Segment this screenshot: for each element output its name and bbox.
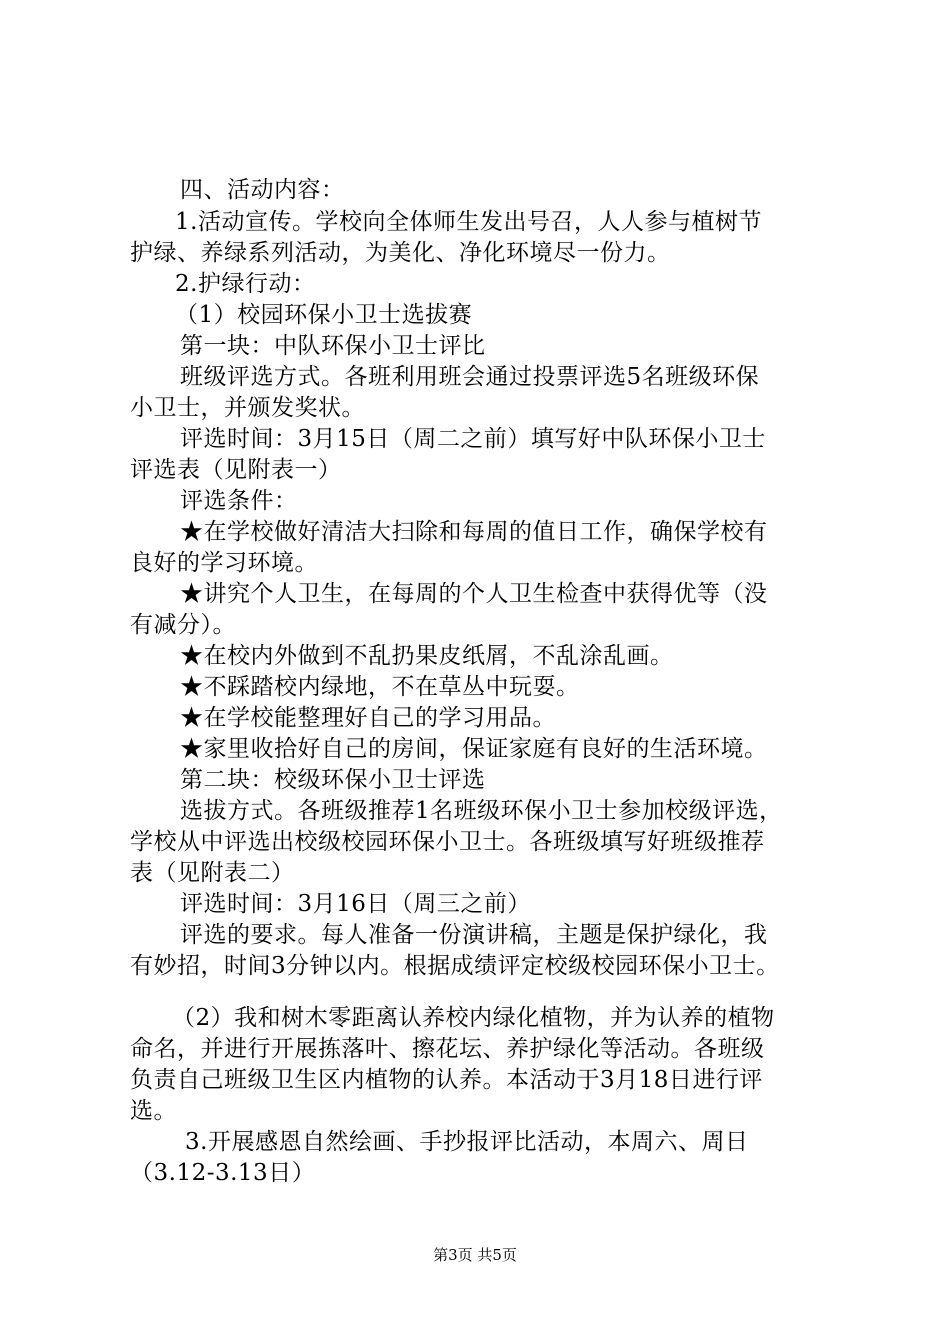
paragraph-line: 选。 (130, 1098, 177, 1124)
paragraph-line: 负责自己班级卫生区内植物的认养。本活动于3月18日进行评 (130, 1067, 763, 1093)
paragraph-line: 第一块：中队环保小卫士评比 (180, 333, 486, 359)
paragraph-line: 良好的学习环境。 (130, 550, 318, 576)
paragraph-line: 1.活动宣传。学校向全体师生发出号召，人人参与植树节 (175, 209, 762, 235)
paragraph-line: 选拔方式。各班级推荐1名班级环保小卫士参加校级评选， (180, 798, 783, 824)
paragraph-line: （2）我和树木零距离认养校内绿化植物，并为认养的植物 (172, 1005, 775, 1031)
paragraph-line: 小卫士，并颁发奖状。 (130, 395, 365, 421)
paragraph-line: 3.开展感恩自然绘画、手抄报评比活动，本周六、周日 (185, 1129, 749, 1155)
paragraph-line: 班级评选方式。各班利用班会通过投票评选5名班级环保 (180, 364, 760, 390)
list-item: ★家里收拾好自己的房间，保证家庭有良好的生活环境。 (180, 736, 768, 762)
list-item: ★讲究个人卫生，在每周的个人卫生检查中获得优等（没 (180, 581, 768, 607)
list-item: ★在校内外做到不乱扔果皮纸屑，不乱涂乱画。 (180, 643, 674, 669)
paragraph-line: 评选时间：3月15日（周二之前）填写好中队环保小卫士 (180, 426, 766, 452)
section-heading: 四、活动内容： (180, 177, 345, 203)
paragraph-line: 2.护绿行动： (175, 271, 316, 297)
paragraph-line: 有妙招，时间3分钟以内。根据成绩评定校级校园环保小卫士。 (130, 953, 780, 979)
paragraph-line: 评选的要求。每人准备一份演讲稿，主题是保护绿化，我 (180, 922, 768, 948)
page-number: 第3页 共5页 (433, 1246, 517, 1264)
paragraph-line: 评选表（见附表一） (130, 457, 342, 483)
paragraph-line: （3.12-3.13日） (130, 1160, 316, 1186)
list-item: ★在学校能整理好自己的学习用品。 (180, 705, 556, 731)
paragraph-line: 评选条件： (180, 488, 298, 514)
list-item: ★在学校做好清洁大扫除和每周的值日工作，确保学校有 (180, 519, 768, 545)
paragraph-line: 表（见附表二） (130, 860, 295, 886)
paragraph-line: 学校从中评选出校级校园环保小卫士。各班级填写好班级推荐 (130, 829, 765, 855)
list-item: ★不踩踏校内绿地，不在草丛中玩耍。 (180, 674, 580, 700)
paragraph-line: 有减分）。 (130, 612, 236, 638)
paragraph-line: 护绿、养绿系列活动，为美化、净化环境尽一份力。 (130, 240, 671, 266)
paragraph-line: 命名，并进行开展拣落叶、擦花坛、养护绿化等活动。各班级 (130, 1036, 765, 1062)
paragraph-line: 第二块：校级环保小卫士评选 (180, 767, 486, 793)
paragraph-line: 评选时间：3月16日（周三之前） (180, 891, 531, 917)
paragraph-line: （1）校园环保小卫士选拔赛 (175, 302, 473, 328)
